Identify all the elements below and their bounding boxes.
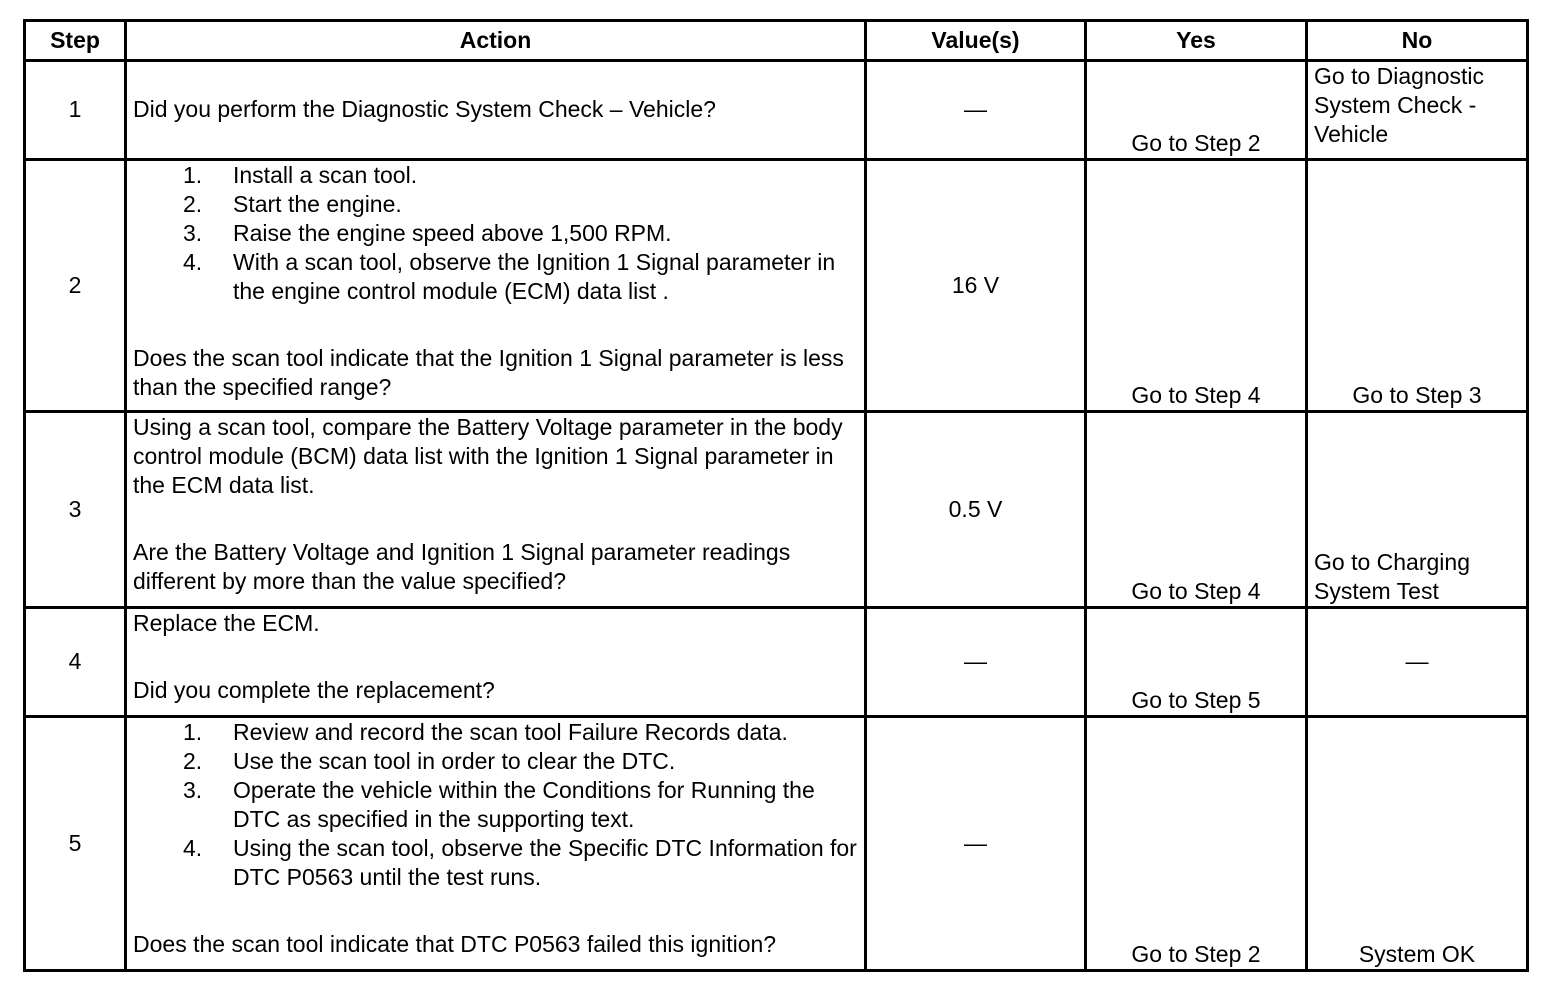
value-cell: — bbox=[866, 717, 1086, 971]
list-item bbox=[133, 747, 858, 776]
step-number: 4 bbox=[25, 607, 126, 717]
question-text: Are the Battery Voltage and Ignition 1 Signal parameter readings different by more than the value specified? bbox=[133, 539, 791, 595]
list-item-text: Start the engine. bbox=[233, 190, 402, 217]
question-text: Does the scan tool indicate that DTC P0563 failed this ignition? bbox=[133, 931, 777, 958]
procedure-list bbox=[133, 718, 858, 892]
no-cell: Go to Diagnostic System Check - Vehicle bbox=[1307, 61, 1528, 160]
list-item-number: 4. bbox=[183, 835, 203, 862]
list-item bbox=[133, 248, 858, 306]
value-cell: — bbox=[866, 607, 1086, 717]
step-number: 1 bbox=[25, 61, 126, 160]
action-text: Using a scan tool, compare the Battery Voltage parameter in the body control module (BCM) data list with the Ignition 1 Signal parameter in the ECM data list. bbox=[133, 414, 843, 499]
value-cell: — bbox=[866, 61, 1086, 160]
diagnostic-table bbox=[23, 19, 1529, 972]
table-row bbox=[25, 717, 1528, 971]
yes-cell: Go to Step 4 bbox=[1086, 412, 1307, 607]
list-item-text: Review and record the scan tool Failure Records data. bbox=[233, 719, 788, 746]
header-row bbox=[25, 21, 1528, 61]
list-item bbox=[133, 834, 858, 892]
action-cell bbox=[126, 159, 866, 412]
table-row bbox=[25, 61, 1528, 160]
list-item-number: 3. bbox=[183, 777, 203, 804]
action-cell bbox=[126, 717, 866, 971]
action-text: Did you perform the Diagnostic System Check – Vehicle? bbox=[133, 96, 716, 123]
list-item-text: Using the scan tool, observe the Specific DTC Information for DTC P0563 until the test runs. bbox=[233, 835, 857, 891]
list-item-number: 1. bbox=[183, 161, 203, 188]
list-item bbox=[133, 776, 858, 834]
list-item bbox=[133, 718, 858, 747]
list-item-text: With a scan tool, observe the Ignition 1 Signal parameter in the engine control module (ECM) data list . bbox=[233, 248, 836, 304]
action-text: Replace the ECM. bbox=[133, 609, 320, 636]
step-number: 2 bbox=[25, 159, 126, 412]
list-item-text: Raise the engine speed above 1,500 RPM. bbox=[233, 219, 672, 246]
list-item-number: 1. bbox=[183, 719, 203, 746]
action-cell bbox=[126, 412, 866, 607]
header-action: Action bbox=[126, 21, 866, 61]
header-no: No bbox=[1307, 21, 1528, 61]
list-item-number: 2. bbox=[183, 190, 203, 217]
no-cell: Go to Charging System Test bbox=[1307, 412, 1528, 607]
list-item bbox=[133, 161, 858, 190]
value-cell: 0.5 V bbox=[866, 412, 1086, 607]
action-cell bbox=[126, 607, 866, 717]
header-step: Step bbox=[25, 21, 126, 61]
question-text: Did you complete the replacement? bbox=[133, 676, 495, 703]
yes-cell: Go to Step 4 bbox=[1086, 159, 1307, 412]
list-item-text: Operate the vehicle within the Conditions for Running the DTC as specified in the supporting text. bbox=[233, 777, 815, 833]
question-text: Does the scan tool indicate that the Ignition 1 Signal parameter is less than the specified range? bbox=[133, 344, 844, 400]
header-yes: Yes bbox=[1086, 21, 1307, 61]
list-item-number: 3. bbox=[183, 219, 203, 246]
list-item-text: Install a scan tool. bbox=[233, 161, 418, 188]
yes-cell: Go to Step 5 bbox=[1086, 607, 1307, 717]
action-cell bbox=[126, 61, 866, 160]
header-values: Value(s) bbox=[866, 21, 1086, 61]
list-item-text: Use the scan tool in order to clear the DTC. bbox=[233, 748, 676, 775]
yes-cell: Go to Step 2 bbox=[1086, 61, 1307, 160]
list-item bbox=[133, 219, 858, 248]
procedure-list bbox=[133, 161, 858, 306]
no-cell: — bbox=[1307, 607, 1528, 717]
table-row bbox=[25, 412, 1528, 607]
list-item-number: 4. bbox=[183, 248, 203, 275]
value-cell: 16 V bbox=[866, 159, 1086, 412]
list-item bbox=[133, 190, 858, 219]
step-number: 5 bbox=[25, 717, 126, 971]
list-item-number: 2. bbox=[183, 748, 203, 775]
step-number: 3 bbox=[25, 412, 126, 607]
no-cell: Go to Step 3 bbox=[1307, 159, 1528, 412]
table-row bbox=[25, 607, 1528, 717]
no-cell: System OK bbox=[1307, 717, 1528, 971]
yes-cell: Go to Step 2 bbox=[1086, 717, 1307, 971]
table-row bbox=[25, 159, 1528, 412]
